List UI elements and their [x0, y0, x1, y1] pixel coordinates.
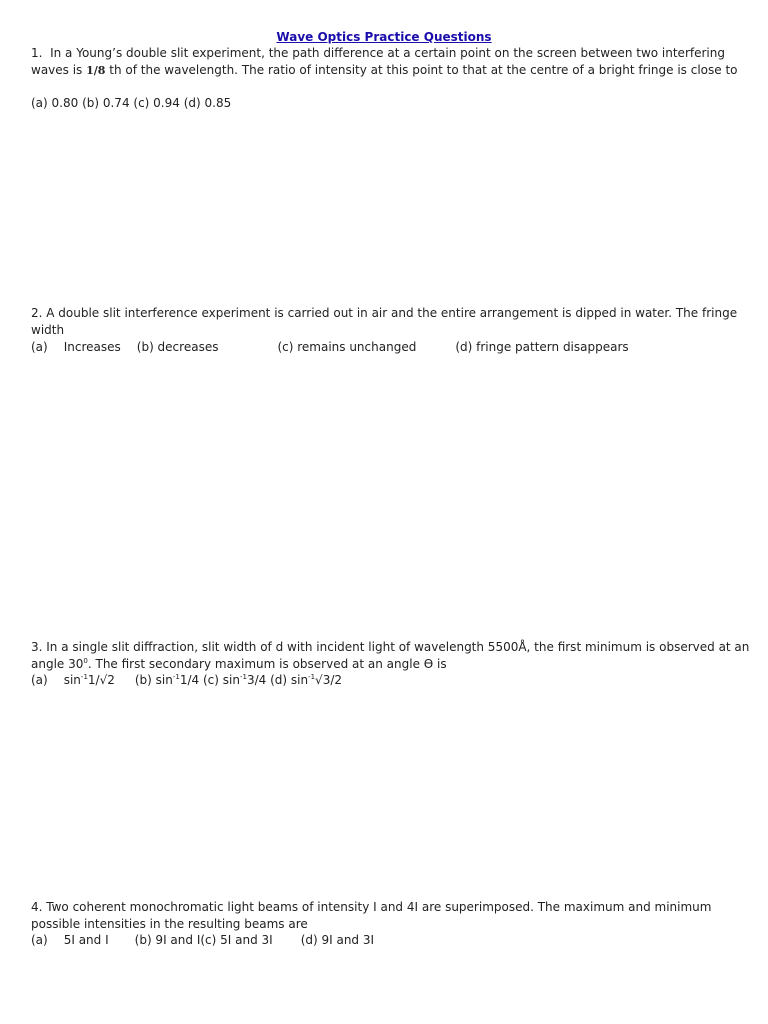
q1-text-2-pre: waves is — [31, 63, 87, 77]
q3-opt-d-sin: (d) sin — [266, 673, 309, 687]
q3-text-2-pre: angle 30 — [31, 657, 84, 671]
q3-opt-c-arg: 3/4 — [246, 673, 267, 687]
q2-opt-c: (c) remains unchanged — [277, 340, 417, 354]
q1-options: (a) 0.80 (b) 0.74 (c) 0.94 (d) 0.85 — [31, 96, 232, 110]
q1-text-1: In a Young’s double slit experiment, the path difference at a certain point on the screen between two interfering — [50, 46, 725, 60]
q4-line-2: possible intensities in the resulting beams are — [31, 917, 308, 931]
q4-opt-a-label: (a) — [31, 933, 48, 947]
document-title[interactable]: Wave Optics Practice Questions — [276, 30, 492, 44]
q2-line-2: width — [31, 323, 65, 337]
q2-opt-d: (d) fringe pattern disappears — [455, 340, 629, 354]
q3-opt-a-label: (a) — [31, 673, 48, 687]
q1-line-1 — [31, 45, 725, 61]
q4-opt-bc: (b) 9I and I(c) 5I and 3I — [134, 933, 273, 947]
q2-opt-b: (b) decreases — [136, 340, 219, 354]
q1-line-2 — [31, 62, 738, 79]
q3-opt-a-arg: 1/√2 — [87, 673, 115, 687]
q2-opt-a-label: (a) — [31, 340, 48, 354]
q3-options — [31, 672, 342, 688]
inverse-mark: -1 — [80, 673, 88, 681]
q4-opt-d: (d) 9I and 3I — [300, 933, 375, 947]
q3-opt-d-arg: √3/2 — [315, 673, 343, 687]
degree-mark: 0 — [83, 657, 88, 665]
q3-opt-c-sin: (c) sin — [199, 673, 240, 687]
q3-line-2 — [31, 656, 447, 672]
q4-options — [31, 932, 374, 948]
q3-text-2-post: . The first secondary maximum is observed at an angle ϴ is — [87, 657, 447, 671]
inverse-mark: -1 — [239, 673, 247, 681]
q3-opt-b-arg: 1/4 — [179, 673, 200, 687]
q3-line-1: 3. In a single slit diffraction, slit width of d with incident light of wavelength 5500Å, the first minimum is observed at an — [31, 640, 750, 654]
q2-opt-a: Increases — [63, 340, 121, 354]
q4-opt-a: 5I and I — [63, 933, 109, 947]
q1-text-2-post: th of the wavelength. The ratio of intensity at this point to that at the centre of a bright fringe is close to — [105, 63, 738, 77]
q4-line-1: 4. Two coherent monochromatic light beams of intensity I and 4I are superimposed. The maximum and minimum — [31, 900, 712, 914]
q3-opt-a-sin: sin — [63, 673, 81, 687]
inverse-mark: -1 — [172, 673, 180, 681]
q1-fraction: 1/8 — [86, 64, 106, 77]
inverse-mark: -1 — [308, 673, 316, 681]
q1-number: 1. — [31, 46, 43, 60]
q3-opt-b-sin: (b) sin — [134, 673, 173, 687]
q2-options — [31, 339, 629, 355]
q2-line-1: 2. A double slit interference experiment is carried out in air and the entire arrangement is dipped in water. The fringe — [31, 306, 738, 320]
